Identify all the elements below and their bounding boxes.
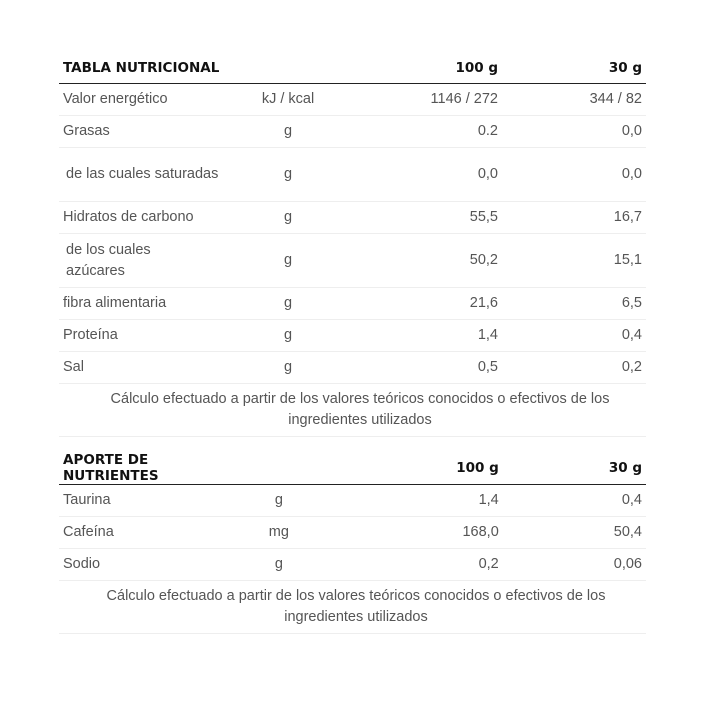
- row-value-100g: 55,5: [332, 202, 502, 234]
- row-value-30g: 0,06: [503, 549, 646, 581]
- note-row: [59, 384, 646, 437]
- table-row: [59, 234, 646, 288]
- row-value-30g: 0,4: [502, 320, 646, 352]
- row-value-100g: 21,6: [332, 288, 502, 320]
- row-value-100g: 0.2: [332, 116, 502, 148]
- nutrients-col-100g: 100 g: [324, 452, 503, 485]
- nutrients-header-row: [59, 452, 646, 485]
- row-name: Cafeína: [59, 517, 233, 549]
- nutrients-note-cell: [59, 581, 646, 634]
- table-row: [59, 148, 646, 202]
- row-value-100g: 0,2: [324, 549, 503, 581]
- row-unit: g: [233, 549, 324, 581]
- nutrients-unit-header: [233, 452, 324, 485]
- row-name: de los cuales azúcares: [59, 234, 244, 288]
- row-name: Valor energético: [59, 84, 244, 116]
- table-row: [59, 485, 646, 517]
- row-value-30g: 344 / 82: [502, 84, 646, 116]
- row-value-30g: 0,0: [502, 148, 646, 202]
- nutrition-title: TABLA NUTRICIONAL: [59, 52, 244, 84]
- row-name: Sal: [59, 352, 244, 384]
- table-row: [59, 517, 646, 549]
- row-name: de las cuales saturadas: [59, 148, 244, 202]
- note-row: [59, 581, 646, 634]
- row-unit: mg: [233, 517, 324, 549]
- row-value-100g: 50,2: [332, 234, 502, 288]
- nutrition-note-cell: [59, 384, 646, 437]
- row-value-100g: 0,5: [332, 352, 502, 384]
- row-value-30g: 0,4: [503, 485, 646, 517]
- nutrients-table: [59, 452, 646, 634]
- row-value-30g: 0,2: [502, 352, 646, 384]
- nutrition-unit-header: [244, 52, 332, 84]
- row-unit: g: [233, 485, 324, 517]
- row-value-30g: 50,4: [503, 517, 646, 549]
- table-row: [59, 549, 646, 581]
- table-row: [59, 84, 646, 116]
- nutrition-header-row: [59, 52, 646, 84]
- table-row: [59, 116, 646, 148]
- table-row: [59, 202, 646, 234]
- table-row: [59, 352, 646, 384]
- row-value-100g: 1146 / 272: [332, 84, 502, 116]
- row-name: Proteína: [59, 320, 244, 352]
- row-unit: g: [244, 234, 332, 288]
- row-unit: g: [244, 288, 332, 320]
- row-unit: kJ / kcal: [244, 84, 332, 116]
- nutrients-title: APORTE DE NUTRIENTES: [59, 452, 233, 485]
- row-unit: g: [244, 202, 332, 234]
- row-name: fibra alimentaria: [59, 288, 244, 320]
- row-value-100g: 1,4: [332, 320, 502, 352]
- row-unit: g: [244, 320, 332, 352]
- row-value-30g: 16,7: [502, 202, 646, 234]
- nutrition-table: [59, 52, 646, 437]
- row-value-30g: 0,0: [502, 116, 646, 148]
- table-row: [59, 288, 646, 320]
- table-row: [59, 320, 646, 352]
- row-unit: g: [244, 352, 332, 384]
- nutrition-note: Cálculo efectuado a partir de los valores teóricos conocidos o efectivos de los ingredientes utilizados: [110, 391, 610, 428]
- row-value-30g: 6,5: [502, 288, 646, 320]
- row-value-100g: 1,4: [324, 485, 503, 517]
- row-value-30g: 15,1: [502, 234, 646, 288]
- nutrients-note: Cálculo efectuado a partir de los valores teóricos conocidos o efectivos de los ingredientes utilizados: [106, 588, 606, 625]
- row-value-100g: 0,0: [332, 148, 502, 202]
- row-name: Sodio: [59, 549, 233, 581]
- nutrition-col-100g: 100 g: [332, 52, 502, 84]
- row-name: Hidratos de carbono: [59, 202, 244, 234]
- row-value-100g: 168,0: [324, 517, 503, 549]
- row-unit: g: [244, 116, 332, 148]
- nutrition-col-30g: 30 g: [502, 52, 646, 84]
- row-name: Grasas: [59, 116, 244, 148]
- row-unit: g: [244, 148, 332, 202]
- nutrients-col-30g: 30 g: [503, 452, 646, 485]
- row-name: Taurina: [59, 485, 233, 517]
